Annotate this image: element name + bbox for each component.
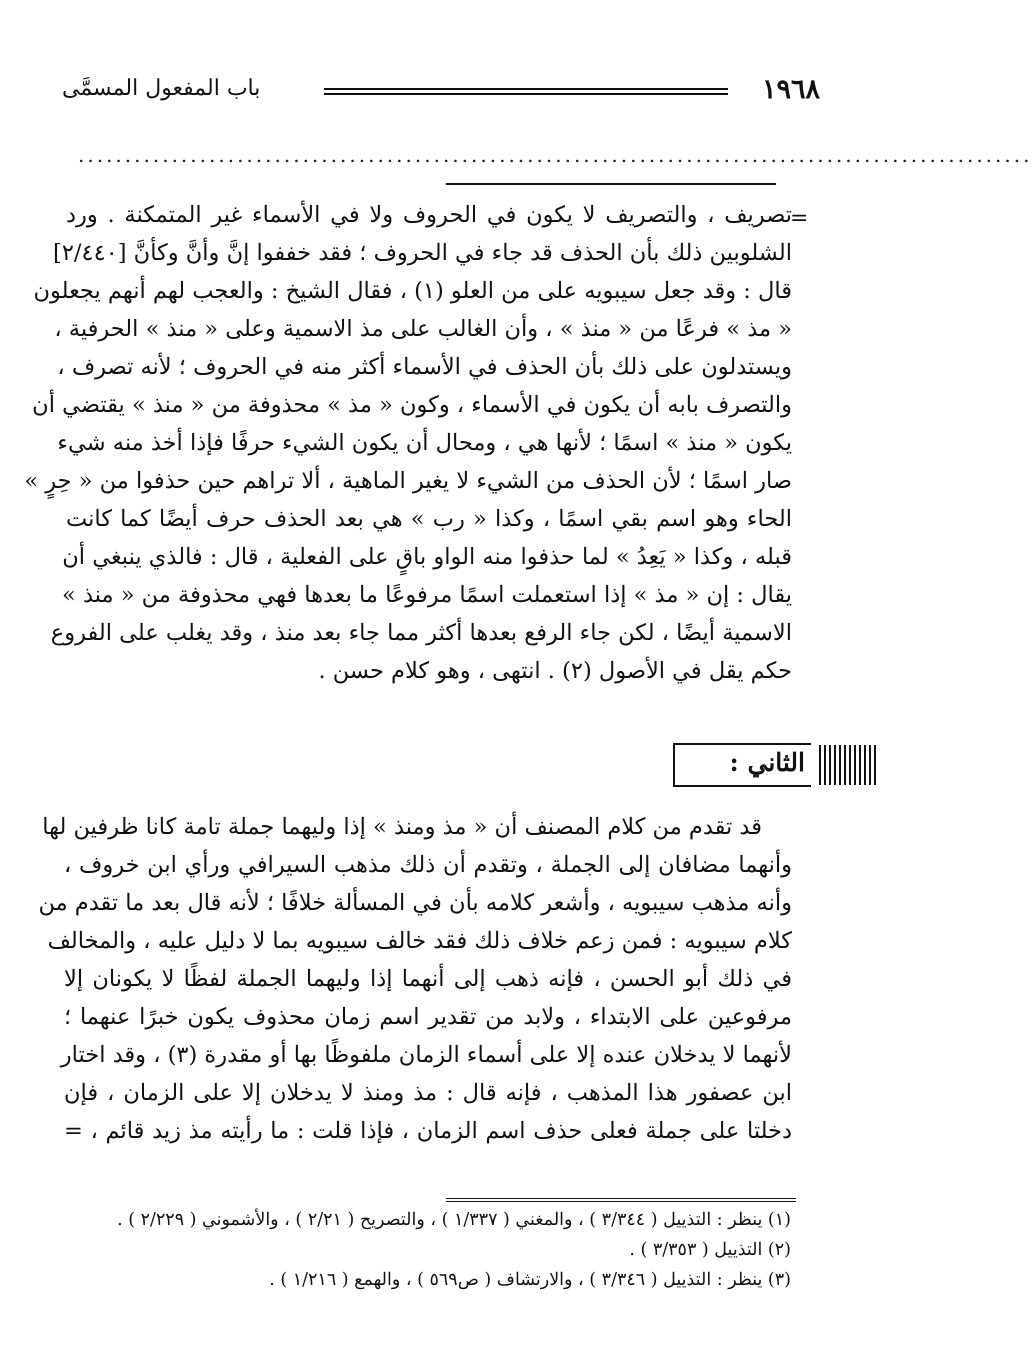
text-line: الحاء وهو اسم بقي اسمًا ، وكذا « رب » هي بعد الحذف حرف أيضًا كما كانت [66, 506, 792, 532]
text-line: وأنه مذهب سيبويه ، وأشعر كلامه بأن في المسألة خلافًا ؛ لأنه قال بعد ما تقدم من [38, 890, 792, 916]
text-line: كلام سيبويه : فمن زعم خلاف ذلك فقد خالف سيبويه بما لا دليل عليه ، والمخالف [47, 928, 792, 954]
text-line: قد تقدم من كلام المصنف أن « مذ ومنذ » إذا وليهما جملة تامة كانا ظرفين لها [42, 814, 762, 840]
footnotes [71, 1205, 791, 1295]
chapter-title: باب المفعول المسمَّى [62, 76, 261, 101]
omission-dots: ...................................................................................................... [78, 143, 1032, 167]
footnote: (١) ينظر : التذييل ( ٣/٣٤٤ ) ، والمغني ( ١/٣٣٧ ) ، والتصريح ( ٢/٢١ ) ، والأشموني ( ٢/٢٢٩ ) . [117, 1210, 791, 1230]
text-line: قال : وقد جعل سيبويه على من العلو (١) ، فقال الشيخ : والعجب لهم أنهم يجعلون [33, 278, 792, 304]
text-line: تصريف ، والتصريف لا يكون في الحروف ولا في الأسماء غير المتمكنة . ورد [66, 202, 792, 228]
text-line: والتصرف بابه أن يكون في الأسماء ، وكون « مذ » محذوفة من « منذ » يقتضي أن [32, 392, 792, 418]
heading-hatch-ornament [819, 745, 879, 785]
footnote: (٢) التذييل ( ٣/٣٥٣ ) . [629, 1240, 791, 1260]
text-line: صار اسمًا ؛ لأن الحذف من الشيء لا يغير الماهية ، ألا تراهم حين حذفوا من « حِرٍ » [24, 468, 792, 494]
text-line: « مذ » فرعًا من « منذ » ، وأن الغالب على مذ الاسمية وعلى « منذ » الحرفية ، [54, 316, 792, 342]
top-separator [446, 183, 776, 185]
paragraph-second [38, 808, 792, 1150]
text-line: يكون « منذ » اسمًا ؛ لأنها هي ، ومحال أن يكون الشيء حرفًا فإذا أخذ منه شيء [57, 430, 792, 456]
text-line: لأنهما لا يدخلان عنده إلا على أسماء الزمان ملفوظًا بها أو مقدرة (٣) ، وقد اختار [60, 1042, 792, 1068]
text-line: حكم يقل في الأصول (٢) . انتهى ، وهو كلام حسن . [318, 658, 792, 684]
footnote: (٣) ينظر : التذييل ( ٣/٣٤٦ ) ، والارتشاف ( ص٥٦٩ ) ، والهمع ( ١/٢١٦ ) . [269, 1270, 791, 1290]
paragraph-continued [24, 196, 792, 690]
text-line: قبله ، وكذا « يَعِدُ » لما حذفوا منه الواو باقٍ على الفعلية ، قال : فالذي ينبغي أن [62, 544, 792, 570]
text-line: ويستدلون على ذلك بأن الحذف في الأسماء أكثر منه في الحروف ؛ لأنه تصرف ، [57, 354, 792, 380]
section-heading-label: الثاني : [729, 748, 805, 777]
page-number: ١٩٦٨ [761, 74, 820, 105]
footnote-separator [446, 1198, 796, 1202]
text-line: في ذلك أبو الحسن ، فإنه ذهب إلى أنهما إذا وليهما الجملة لفظًا لا يكونان إلا [64, 966, 792, 992]
continuation-mark: = [790, 206, 809, 231]
text-line: الاسمية أيضًا ، لكن جاء الرفع بعدها أكثر مما جاء بعد منذ ، وقد يغلب على الفروع [50, 620, 792, 646]
page-header [62, 72, 820, 112]
header-rule [324, 88, 728, 95]
text-line: مرفوعين على الابتداء ، ولابد من تقدير اسم زمان محذوف يكون خبرًا عنهما ؛ [64, 1004, 792, 1030]
text-line: يقال : إن « مذ » إذا استعملت اسمًا مرفوعًا ما بعدها فهي محذوفة من « منذ » [62, 582, 792, 608]
section-heading [671, 743, 879, 789]
text-line: الشلوبين ذلك بأن الحذف قد جاء في الحروف ؛ فقد خففوا إنَّ وأنَّ وكأنَّ [٢/٤٤٠] [53, 240, 792, 266]
text-line: دخلتا على جملة فعلى حذف اسم الزمان ، فإذا قلت : ما رأيته مذ زيد قائم ، = [64, 1118, 792, 1144]
text-line: ابن عصفور هذا المذهب ، فإنه قال : مذ ومنذ لا يدخلان إلا على الزمان ، فإن [64, 1080, 792, 1106]
text-line: وأنهما مضافان إلى الجملة ، وتقدم أن ذلك مذهب السيرافي ورأي ابن خروف ، [64, 852, 792, 878]
